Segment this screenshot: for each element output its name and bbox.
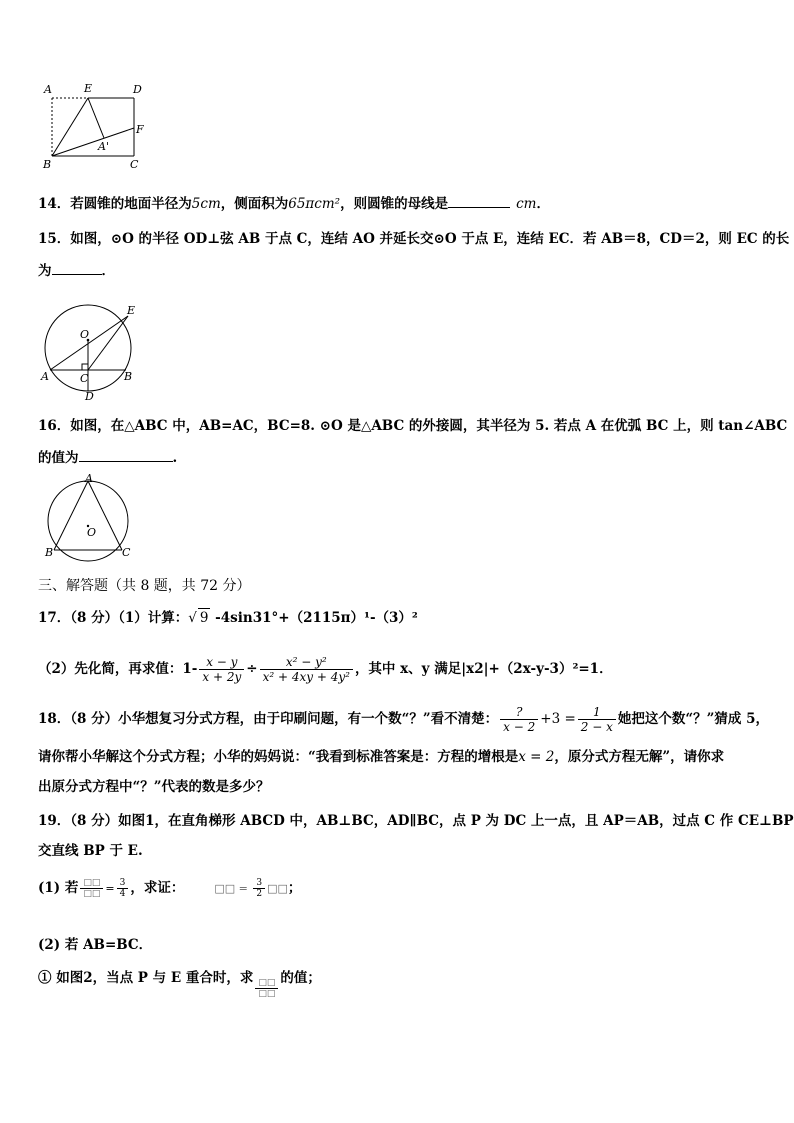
label-o: O bbox=[80, 328, 90, 341]
question-15-line1: 15．如图，⊙O 的半径 OD⊥弦 AB 于点 C，连结 AO 并延长交⊙O 于点 E，连结 EC．若 AB＝8，CD＝2，则 EC 的长 bbox=[38, 231, 790, 247]
inscribed-triangle-figure bbox=[38, 474, 138, 564]
answer-blank[interactable] bbox=[79, 447, 173, 462]
question-19-part2: (2) 若 AB=BC． bbox=[38, 937, 153, 953]
circle-chord-figure bbox=[36, 302, 146, 402]
answer-blank[interactable] bbox=[52, 260, 102, 275]
label-a-prime: A' bbox=[98, 140, 109, 153]
question-15-line2: 为 ． bbox=[38, 260, 115, 280]
section-heading: 三、解答题（共 8 题，共 72 分） bbox=[38, 578, 251, 594]
answer-blank[interactable] bbox=[448, 193, 510, 208]
label-a: A bbox=[44, 83, 52, 96]
label-b: B bbox=[43, 158, 52, 171]
rectangle-fold-figure bbox=[38, 78, 158, 173]
question-18-line3: 出原分式方程中“？”代表的数是多少？ bbox=[38, 779, 270, 795]
question-18-line2: 请你帮小华解这个分式方程；小华的妈妈说：“我看到标准答案是：方程的增根是x = 2，原分式方程无解”，请你求 bbox=[38, 749, 725, 765]
question-19-part1: (1) 若 $\frac{□□}{□□}$ = $\frac{3}{4}$ ，求证： □□ = $\frac{3}{2}$ □□； bbox=[38, 878, 302, 899]
label-o: O bbox=[87, 526, 97, 539]
question-16-line2: 的值为 . bbox=[38, 447, 177, 467]
question-17-part2: （2）先化简，再求值：1- $\frac{x - y}{x + 2y}$ ÷ $\frac{\text{x² − y²}}{\text{x² + 4xy + 4y²}}$ ，其中 x、y 满足|x2|+（2x-y-3）²=1． bbox=[38, 655, 613, 684]
question-18-line1: 18．（8 分）小华想复习分式方程，由于印刷问题，有一个数“？”看不清楚： $\frac{?}{x - 2}$ +3 = $\frac{1}{2 - x}$ 她把这个数“？”猜成 5， bbox=[38, 705, 769, 734]
label-d: D bbox=[133, 83, 142, 96]
label-c: C bbox=[80, 372, 89, 385]
question-16-line1: 16．如图，在△ABC 中，AB=AC，BC=8. ⊙O 是△ABC 的外接圆，其半径为 5. 若点 A 在优弧 BC 上，则 tan∠ABC bbox=[38, 418, 788, 434]
question-19-line1: 19．（8 分）如图1，在直角梯形 ABCD 中，AB⊥BC，AD∥BC，点 P 为 DC 上一点，且 AP＝AB，过点 C 作 CE⊥BP bbox=[38, 813, 794, 829]
question-14: 14．若圆锥的地面半径为5cm，侧面积为65πcm²，则圆锥的母线是 cm． bbox=[38, 193, 550, 213]
label-a: A bbox=[41, 370, 49, 383]
label-f: F bbox=[136, 123, 144, 136]
label-b: B bbox=[124, 370, 133, 383]
label-a: A bbox=[85, 474, 93, 485]
label-c: C bbox=[122, 546, 131, 559]
label-e: E bbox=[127, 304, 136, 317]
label-e: E bbox=[84, 82, 93, 95]
label-c: C bbox=[130, 158, 139, 171]
label-b: B bbox=[45, 546, 54, 559]
question-19-line2: 交直线 BP 于 E. bbox=[38, 843, 143, 859]
question-17-part1: 17．（8 分）（1）计算：√ 9 -4sin31°+（2115π）¹-（3）² bbox=[38, 610, 418, 626]
label-d: D bbox=[85, 390, 94, 402]
question-19-part3: ① 如图2，当点 P 与 E 重合时，求 $\frac{□□}{□□}$ 的值； bbox=[38, 970, 321, 999]
